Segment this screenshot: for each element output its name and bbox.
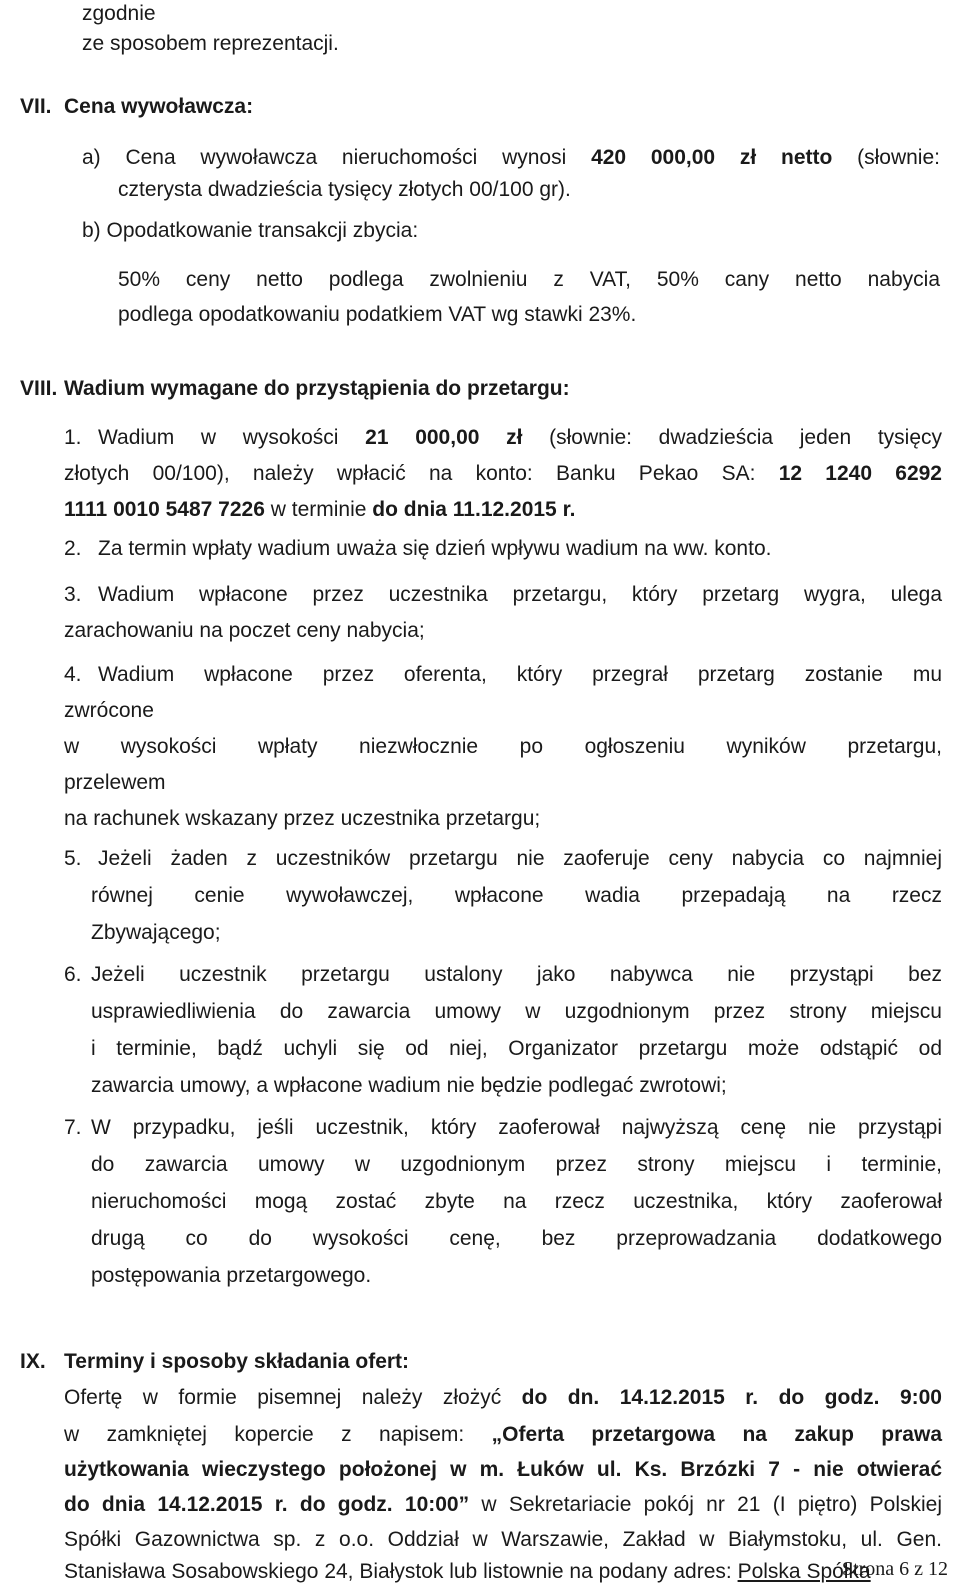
list-item-4-line-4: przelewem xyxy=(64,771,166,794)
list-item-1-line-3 xyxy=(64,491,575,529)
section-7-item-b-line-1: 50% ceny netto podlega zwolnieniu z VAT, 50% cany netto nabycia xyxy=(118,268,940,291)
text: (słownie: dwadzieścia jeden tysięcy xyxy=(549,426,943,449)
list-item-5-line-1: Jeżeli żaden z uczestników przetargu nie zaoferuje ceny nabycia co najmniej xyxy=(98,847,942,870)
envelope-label: do dnia 14.12.2015 r. do godz. 10:00” xyxy=(64,1493,470,1516)
section-9-line-2 xyxy=(64,1416,942,1454)
text: w zamkniętej kopercie z napisem: xyxy=(64,1423,465,1446)
section-9-line-4 xyxy=(64,1486,942,1524)
text: Ofertę w formie pisemnej należy złożyć xyxy=(64,1386,502,1409)
section-8-number: VIII. xyxy=(20,377,58,400)
list-item-6-line-2: usprawiedliwienia do zawarcia umowy w uzgodnionym przez strony miejscu xyxy=(91,1000,942,1023)
list-item-4-line-1: Wadium wpłacone przez oferenta, który przegrał przetarg zostanie mu xyxy=(98,663,942,686)
account-number-part: 1111 0010 5487 7226 xyxy=(64,498,265,521)
list-number-4: 4. xyxy=(64,663,82,686)
envelope-label: użytkowania wieczystego położonej w m. Łuków ul. Ks. Brzózki 7 - nie otwierać xyxy=(64,1458,942,1481)
wadium-amount: 21 000,00 zł xyxy=(365,426,523,449)
list-item-7-line-2: do zawarcia umowy w uzgodnionym przez strony miejscu i terminie, xyxy=(91,1153,942,1176)
list-number-5: 5. xyxy=(64,847,82,870)
list-item-7-line-3: nieruchomości mogą zostać zbyte na rzecz uczestnika, który zaoferował xyxy=(91,1190,942,1213)
envelope-label: „Oferta przetargowa na zakup prawa xyxy=(491,1423,942,1446)
list-number-7: 7. xyxy=(64,1116,82,1139)
price-amount: 420 000,00 zł netto xyxy=(591,146,833,169)
account-number-part: 12 1240 6292 xyxy=(778,462,942,485)
section-9-line-6 xyxy=(64,1553,871,1591)
section-7-item-a-line-2: czterysta dwadzieścia tysięcy złotych 00/100 gr). xyxy=(118,178,571,201)
list-item-3-line-2: zarachowaniu na poczet ceny nabycia; xyxy=(64,619,425,642)
list-item-2: Za termin wpłaty wadium uważa się dzień wpływu wadium na ww. konto. xyxy=(98,537,772,560)
list-item-5-line-2: równej cenie wywoławczej, wpłacone wadia przepadają na rzecz xyxy=(91,884,942,907)
text: złotych 00/100), należy wpłacić na konto: Banku Pekao SA: xyxy=(64,462,756,485)
section-7-item-b-label: b) Opodatkowanie transakcji zbycia: xyxy=(82,219,419,242)
text: w terminie xyxy=(270,498,367,521)
section-9-line-5: Spółki Gazownictwa sp. z o.o. Oddział w Warszawie, Zakład w Białymstoku, ul. Gen. xyxy=(64,1528,942,1551)
list-item-7-line-5: postępowania przetargowego. xyxy=(91,1264,372,1287)
section-9-number: IX. xyxy=(20,1350,46,1373)
section-9-line-1 xyxy=(64,1379,942,1417)
list-item-6-line-3: i terminie, bądź uchyli się od niej, Organizator przetargu może odstąpić od xyxy=(91,1037,942,1060)
list-item-5-line-3: Zbywającego; xyxy=(91,921,221,944)
offer-deadline: do dn. 14.12.2015 r. do godz. 9:00 xyxy=(521,1386,942,1409)
list-item-4-line-3: w wysokości wpłaty niezwłocznie po ogłoszeniu wyników przetargu, xyxy=(64,735,942,758)
deadline: do dnia 11.12.2015 r. xyxy=(372,498,576,521)
list-item-6-line-1: Jeżeli uczestnik przetargu ustalony jako nabywca nie przystąpi bez xyxy=(91,963,942,986)
text: (słownie: xyxy=(857,146,940,169)
address-link: Polska Spółka xyxy=(737,1560,871,1583)
list-item-4-line-5: na rachunek wskazany przez uczestnika przetargu; xyxy=(64,807,541,830)
list-item-6-line-4: zawarcia umowy, a wpłacone wadium nie będzie podlegać zwrotowi; xyxy=(91,1074,727,1097)
section-8-title: Wadium wymagane do przystąpienia do przetargu: xyxy=(64,377,570,400)
list-item-7-line-4: drugą co do wysokości cenę, bez przeprowadzania dodatkowego xyxy=(91,1227,942,1250)
page-number: Strona 6 z 12 xyxy=(841,1558,948,1580)
list-number-6: 6. xyxy=(64,963,82,986)
section-7-number: VII. xyxy=(20,95,52,118)
section-7-item-b-line-2: podlega opodatkowaniu podatkiem VAT wg stawki 23%. xyxy=(118,303,637,326)
list-number-2: 2. xyxy=(64,537,82,560)
list-item-3-line-1: Wadium wpłacone przez uczestnika przetargu, który przetarg wygra, ulega xyxy=(98,583,942,606)
text: Wadium w wysokości xyxy=(98,426,339,449)
list-item-1-line-1 xyxy=(98,419,942,457)
text: zgodnie xyxy=(82,2,156,25)
list-number-3: 3. xyxy=(64,583,82,606)
continuation-line-2 xyxy=(82,25,339,63)
section-7-title: Cena wywoławcza: xyxy=(64,95,254,118)
section-9-title: Terminy i sposoby składania ofert: xyxy=(64,1350,410,1373)
list-item-7-line-1: W przypadku, jeśli uczestnik, który zaoferował najwyższą cenę nie przystąpi xyxy=(91,1116,942,1139)
list-item-4-line-2: zwrócone xyxy=(64,699,154,722)
section-9-line-3 xyxy=(64,1451,942,1489)
list-item-1-line-2 xyxy=(64,455,942,493)
list-number-1: 1. xyxy=(64,426,82,449)
text: w Sekretariacie pokój nr 21 (I piętro) Polskiej xyxy=(481,1493,943,1516)
text: ze sposobem reprezentacji. xyxy=(82,32,339,55)
text: Stanisława Sosabowskiego 24, Białystok lub listownie na podany adres: xyxy=(64,1560,732,1583)
text: a) Cena wywoławcza nieruchomości wynosi xyxy=(82,146,567,169)
